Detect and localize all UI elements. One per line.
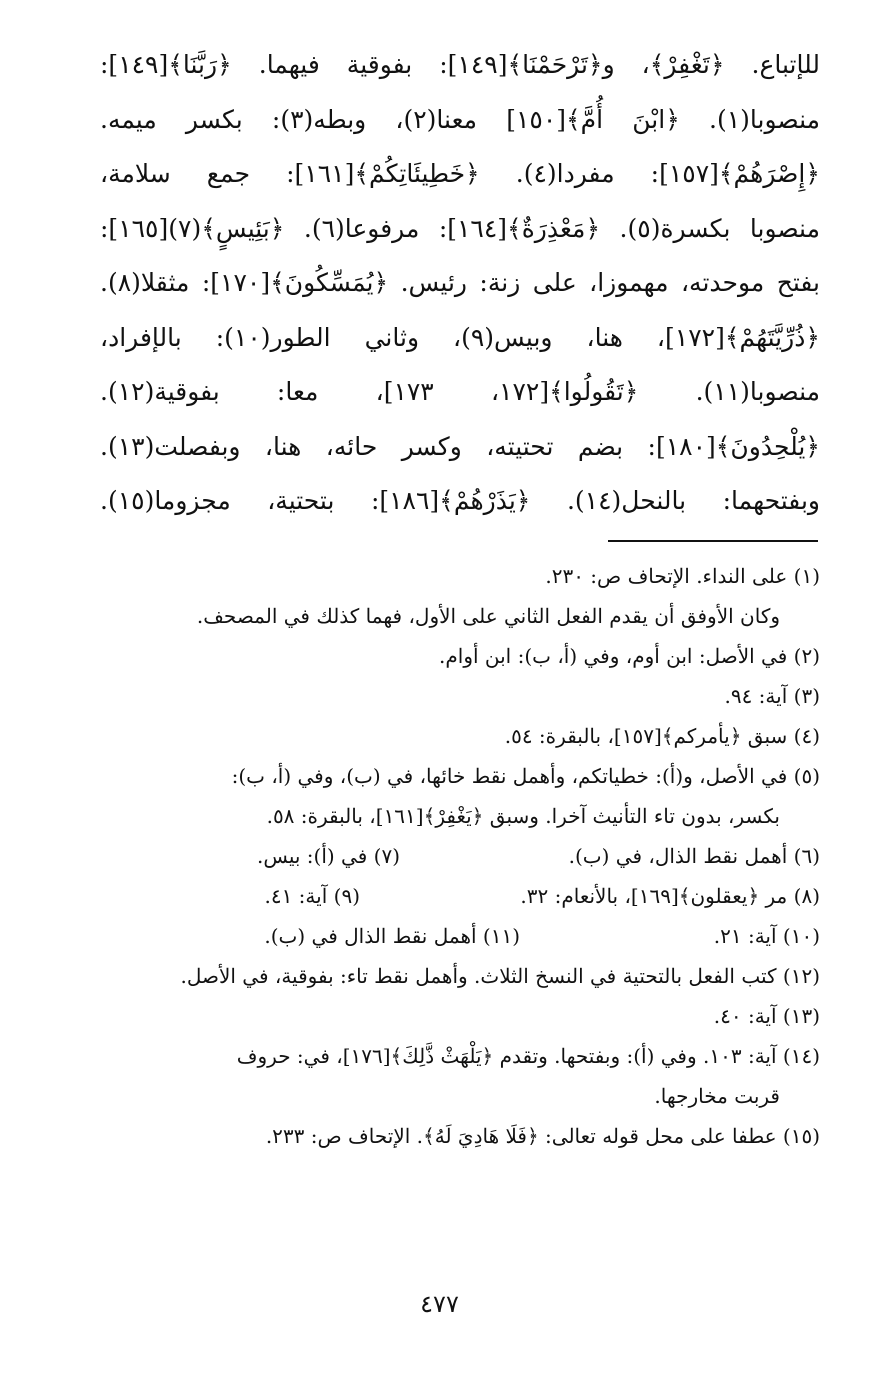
main-text-line: ﴿يُلْحِدُونَ﴾[١٨٠]: بضم تحتيته، وكسر حائه، هنا، وبفصلت(١٣). bbox=[100, 431, 820, 461]
page-number: ٤٧٧ bbox=[420, 1290, 459, 1318]
footnote-14-continuation: قربت مخارجها. bbox=[654, 1084, 780, 1108]
main-text-line: للإتباع. ﴿تَغْفِرْ﴾، و﴿تَرْحَمْنَا﴾[١٤٩]: بفوقية فيهما. ﴿رَبَّنَا﴾[١٤٩]: bbox=[100, 50, 820, 79]
main-text-line: منصوبا(١١). ﴿تَقُولُوا﴾[١٧٢، ١٧٣]، معا: بفوقية(١٢). bbox=[100, 377, 820, 406]
footnote-1-continuation: وكان الأوفق أن يقدم الفعل الثاني على الأول، فهما كذلك في المصحف. bbox=[196, 604, 780, 628]
main-text-line: منصوبا بكسرة(٥). ﴿مَعْذِرَةٌ﴾[١٦٤]: مرفوعا(٦). ﴿بَئِيسٍ﴾(٧)[١٦٥]: bbox=[100, 213, 820, 243]
footnote-12: (١٢) كتب الفعل بالتحتية في النسخ الثلاث. وأهمل نقط تاء: بفوقية، في الأصل. bbox=[180, 964, 820, 988]
footnote-2: (٢) في الأصل: ابن أوم، وفي (أ، ب): ابن أوام. bbox=[439, 644, 820, 668]
footnote-9: (٩) آية: ٤١. bbox=[264, 884, 360, 908]
footnote-10: (١٠) آية: ٢١. bbox=[713, 924, 820, 948]
footnote-7: (٧) في (أ): بيس. bbox=[256, 844, 400, 868]
footnote-divider bbox=[608, 540, 818, 542]
footnote-14: (١٤) آية: ١٠٣. وفي (أ): وبفتحها. وتقدم ﴿يَلْهَثْ ذَّلِكَ﴾[١٧٦]، في: حروف bbox=[236, 1044, 820, 1068]
main-text-line: ﴿ذُرِّيَّتَهُمْ﴾[١٧٢]، هنا، وبيس(٩)، وثاني الطور(١٠): بالإفراد، bbox=[100, 322, 820, 352]
footnotes-block bbox=[100, 556, 820, 1156]
main-text-line: ﴿إِصْرَهُمْ﴾[١٥٧]: مفردا(٤). ﴿خَطِيئَاتِكُمْ﴾[١٦١]: جمع سلامة، bbox=[100, 159, 820, 188]
main-text-line: منصوبا(١). ﴿ابْنَ أُمَّ﴾[١٥٠] معنا(٢)، وبطه(٣): بكسر ميمه. bbox=[100, 104, 820, 134]
footnote-5: (٥) في الأصل، و(أ): خطياتكم، وأهمل نقط خائها، في (ب)، وفي (أ، ب): bbox=[231, 764, 820, 788]
footnote-15: (١٥) عطفا على محل قوله تعالى: ﴿فَلَا هَادِيَ لَهُ﴾. الإتحاف ص: ٢٣٣. bbox=[265, 1124, 820, 1148]
main-text-line: بفتح موحدته، مهموزا، على زنة: رئيس. ﴿يُمَسِّكُونَ﴾[١٧٠]: مثقلا(٨). bbox=[100, 268, 820, 297]
footnote-row-6-7 bbox=[100, 836, 820, 876]
footnote-11: (١١) أهمل نقط الذال في (ب). bbox=[264, 924, 520, 948]
main-text-line: وبفتحهما: بالنحل(١٤). ﴿يَذَرْهُمْ﴾[١٨٦]: بتحتية، مجزوما(١٥). bbox=[100, 486, 820, 515]
footnote-6: (٦) أهمل نقط الذال، في (ب). bbox=[568, 844, 820, 868]
footnote-13: (١٣) آية: ٤٠. bbox=[713, 1004, 820, 1028]
footnote-1: (١) على النداء. الإتحاف ص: ٢٣٠. bbox=[545, 564, 820, 588]
footnote-5-continuation: بكسر، بدون تاء التأنيث آخرا. وسبق ﴿يَغْفِرْ﴾[١٦١]، بالبقرة: ٥٨. bbox=[266, 804, 780, 828]
footnote-8: (٨) مر ﴿يعقلون﴾[١٦٩]، بالأنعام: ٣٢. bbox=[520, 884, 820, 908]
footnote-row-10-11 bbox=[100, 916, 820, 956]
main-text-block bbox=[100, 38, 820, 529]
footnote-3: (٣) آية: ٩٤. bbox=[724, 684, 820, 708]
footnote-4: (٤) سبق ﴿يأمركم﴾[١٥٧]، بالبقرة: ٥٤. bbox=[504, 724, 820, 748]
footnote-row-8-9 bbox=[100, 876, 820, 916]
